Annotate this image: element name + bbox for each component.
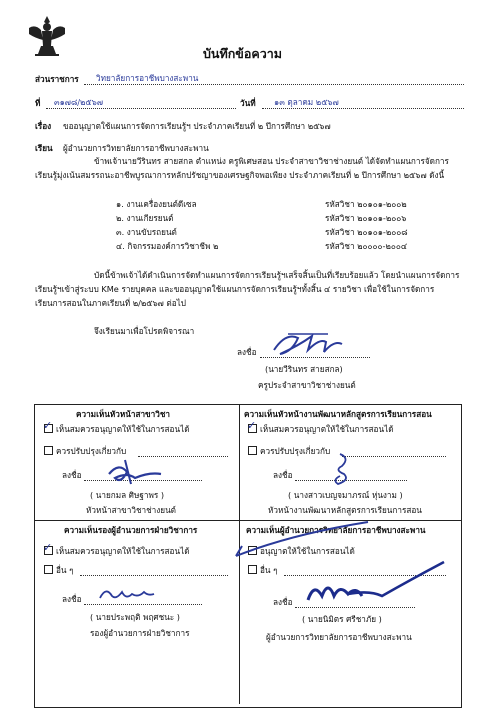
box3-position: รองผู้อำนวยการฝ่ายวิชาการ: [90, 628, 190, 638]
box1-signature-icon: [105, 458, 165, 488]
check-mark-icon: ✓: [43, 541, 53, 554]
para2-line2: เรียนรู้ฯเข้าสู่ระบบ KMe รายบุคคล และขออนุญาตใช้แผนการจัดการเรียนรู้ฯทั้งสิ้น ๔ รายวิชา เพื่อใช้ในการจัดการ: [35, 284, 435, 294]
para1-line1: ข้าพเจ้านายวีรินทร สายสกล ตำแหน่ง ครูพิเศษสอน ประจำสาขาวิชาช่างยนต์ ได้จัดทำแผนการจัดการ: [94, 156, 449, 166]
box3-signature-icon: [96, 582, 156, 606]
box1-opt1[interactable]: [43, 419, 190, 435]
box2-opt2[interactable]: [248, 446, 330, 457]
box4-signature-icon: [300, 560, 450, 610]
date-line: [262, 108, 464, 109]
course-2-code: รหัสวิชา ๒๐๑๐๑-๒๐๐๖: [325, 213, 407, 223]
box2-opt1-label: เห็นสมควรอนุญาตให้ใช้ในการสอนได้: [260, 424, 394, 434]
box4-approval-stroke-icon: [232, 520, 372, 560]
box3-title: ความเห็นรองผู้อำนวยการฝ่ายวิชาการ: [64, 525, 198, 535]
box1-opt2-line: [138, 456, 228, 457]
box2-opt1[interactable]: [247, 419, 394, 435]
closing-text: จึงเรียนมาเพื่อโปรดพิจารณา: [94, 326, 195, 336]
box1-position: หัวหน้าสาขาวิชาช่างยนต์: [86, 505, 176, 515]
box2-opt2-checkbox[interactable]: [248, 446, 257, 455]
course-3-name: ๓. งานขับรถยนต์: [116, 227, 177, 237]
box2-position: หัวหน้างานพัฒนาหลักสูตรการเรียนการสอน: [268, 505, 422, 515]
to-value: ผู้อำนวยการวิทยาลัยการอาชีพบางสะพาน: [63, 143, 209, 153]
course-4-name: ๔. กิจกรรมองค์การวิชาชีพ ๒: [116, 241, 219, 251]
box4-opt2-label: อื่น ๆ: [260, 565, 278, 575]
doc-no-value: ๓๑๗๘/๒๕๖๗: [54, 97, 103, 107]
box1-opt1-label: เห็นสมควรอนุญาตให้ใช้ในการสอนได้: [56, 424, 190, 434]
sign-prefix: ลงชื่อ: [237, 347, 257, 357]
doc-no-line: [46, 108, 236, 109]
box3-name: ( นายประพฤติ พฤศชนะ ): [90, 612, 180, 622]
para1-line2: เรียนรู้มุ่งเน้นสมรรถนะอาชีพบูรณาการหลักปรัชญาของเศรษฐกิจพอเพียง ประจำภาคเรียนที่ ๒ ปีการศึกษา ๒๕๖๗ ดังนี้: [35, 170, 445, 180]
box1-opt1-checkbox[interactable]: [43, 419, 53, 433]
box4-name: ( นายนิมิตร ศรีชาภัย ): [302, 614, 382, 624]
box2-sign: ลงชื่อ: [273, 470, 293, 480]
subject-label: เรื่อง: [35, 121, 52, 131]
box2-name: ( นางสาวเบญจมาภรณ์ หุ่นงาม ): [288, 490, 403, 500]
box1-opt2-label: ควรปรับปรุงเกี่ยวกับ: [56, 446, 127, 456]
box1-opt2[interactable]: [44, 446, 126, 457]
para2-line3: เรียนการสอนในภาคเรียนที่ ๒/๒๕๖๗ ต่อไป: [35, 298, 186, 308]
date-value: ๑๓ ตุลาคม ๒๕๖๗: [274, 97, 339, 107]
doc-no-label: ที่: [35, 98, 41, 108]
course-4-code: รหัสวิชา ๒๐๐๐๐-๒๐๐๔: [325, 241, 408, 251]
box1-opt2-checkbox[interactable]: [44, 446, 53, 455]
subject-value: ขออนุญาตใช้แผนการจัดการเรียนรู้ฯ ประจำภาคเรียนที่ ๒ ปีการศึกษา ๒๕๖๗: [63, 121, 331, 131]
box3-opt2[interactable]: [44, 565, 74, 576]
box4-title: ความเห็นผู้อำนวยการวิทยาลัยการอาชีพบางสะพาน: [246, 525, 426, 535]
para2-line1: บัดนี้ข้าพเจ้าได้ดำเนินการจัดทำแผนการจัดการเรียนรู้ฯเสร็จสิ้นเป็นที่เรียบร้อยแล้ว โดยนำแผนการจัดการ: [94, 270, 460, 280]
box4-opt2[interactable]: [248, 565, 278, 576]
box1-name: ( นายกมล ศิษฐาพร ): [90, 490, 165, 500]
box3-sign: ลงชื่อ: [62, 594, 82, 604]
course-1-name: ๑. งานเครื่องยนต์ดีเซล: [116, 199, 197, 209]
course-1-code: รหัสวิชา ๒๐๑๐๑-๒๐๐๒: [325, 199, 407, 209]
course-2-name: ๒. งานเกียรยนต์: [116, 213, 174, 223]
box3-opt1[interactable]: [43, 541, 190, 557]
agency-label: ส่วนราชการ: [35, 74, 79, 84]
signer-name: (นายวีรินทร สายสกล): [265, 364, 343, 374]
box2-opt2-label: ควรปรับปรุงเกี่ยวกับ: [260, 446, 331, 456]
date-label: วันที่: [240, 98, 256, 108]
box3-opt2-line: [80, 575, 228, 576]
garuda-emblem-icon: [27, 14, 67, 58]
check-mark-icon: ✓: [247, 419, 257, 432]
agency-value: วิทยาลัยการอาชีพบางสะพาน: [96, 73, 199, 83]
agency-line: [84, 84, 464, 85]
box2-title: ความเห็นหัวหน้างานพัฒนาหลักสูตรการเรียนการสอน: [244, 409, 432, 419]
signer-position: ครูประจำสาขาวิชาช่างยนต์: [258, 380, 356, 390]
box1-sign: ลงชื่อ: [62, 470, 82, 480]
box4-sign: ลงชื่อ: [273, 597, 293, 607]
box2-signature-icon: [322, 450, 362, 490]
page-title: บันทึกข้อความ: [203, 46, 282, 61]
box1-title: ความเห็นหัวหน้าสาขาวิชา: [76, 409, 170, 419]
box4-opt2-checkbox[interactable]: [248, 565, 257, 574]
course-3-code: รหัสวิชา ๒๐๑๐๑-๒๐๐๘: [325, 227, 408, 237]
to-label: เรียน: [35, 143, 53, 153]
check-mark-icon: ✓: [43, 419, 53, 432]
box4-position: ผู้อำนวยการวิทยาลัยการอาชีพบางสะพาน: [266, 632, 412, 642]
box3-opt2-label: อื่น ๆ: [56, 565, 74, 575]
box4-opt1-label: อนุญาตให้ใช้ในการสอนได้: [260, 546, 355, 556]
box3-opt2-checkbox[interactable]: [44, 565, 53, 574]
box2-opt1-checkbox[interactable]: [247, 419, 257, 433]
main-signature-icon: [268, 328, 348, 358]
box3-opt1-label: เห็นสมควรอนุญาตให้ใช้ในการสอนได้: [56, 546, 190, 556]
box3-opt1-checkbox[interactable]: [43, 541, 53, 555]
